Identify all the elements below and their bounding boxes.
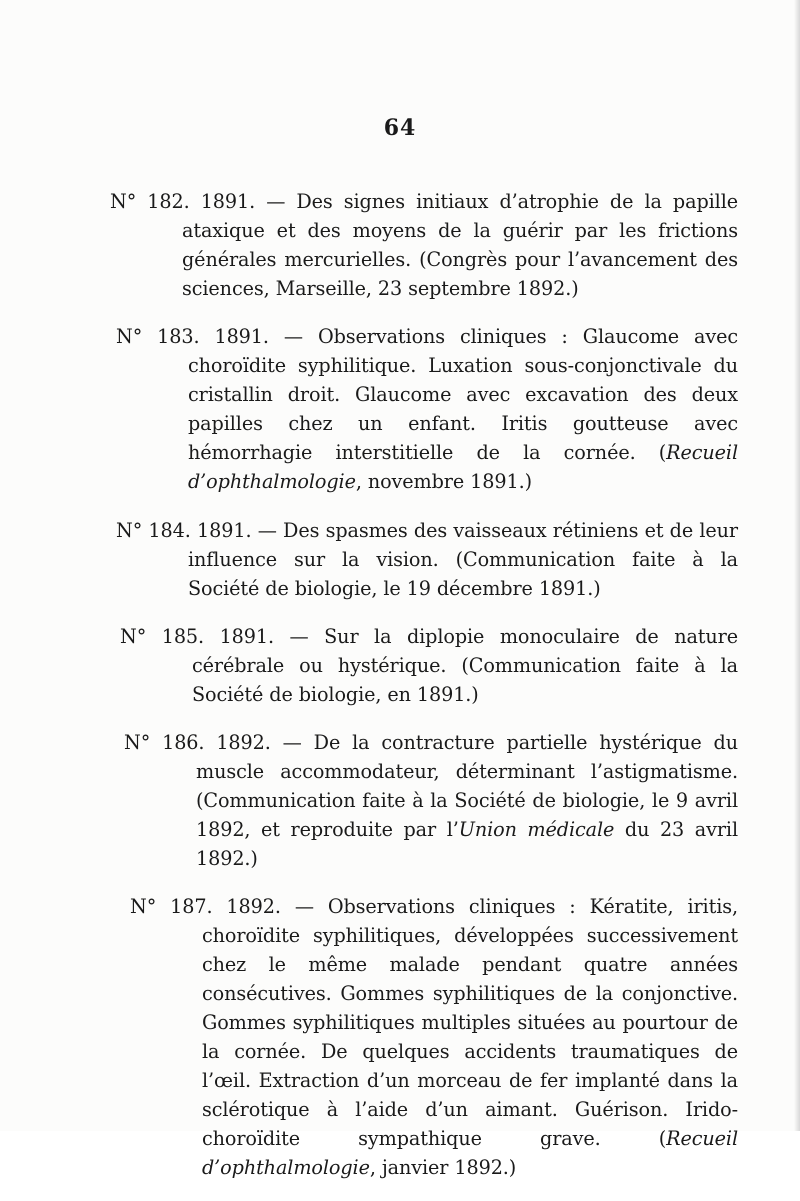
entry-number: N° 186. [124,730,205,754]
entry-year: 1891. [200,190,256,214]
entry-source-title: Union médicale [458,817,615,841]
entry-year: 1892. [216,730,271,754]
entry-number: N° 185. [120,624,205,648]
entry-text: — De la contracture partielle hystérique du muscle accommodateur, déterminant l’astigmatisme. (Communication faite à la Société de biologie, le 9 avril 1892, et reproduite par l’ [196,730,738,841]
entry-year: 1891. [219,624,274,648]
entry-text: — Observations cliniques : Glaucome avec choroïdite syphilitique. Luxation sous-conjonctivale du cristallin droit. Glaucome avec excavation des deux papilles chez un enfant. Iritis goutteuse avec hémorrhagie interstitielle de la cornée. [188,325,739,465]
page-number: 64 [383,115,417,141]
entry-source-title: Recueil d’ophthalmologie [188,441,739,494]
entry-text: — Observations cliniques : Kératite, iritis, choroïdite syphilitiques, développées successivement chez le même malade pendant quatre années consécutives. Gommes syphilitiques de la conjonctive. Gommes syphilitiques multiples situées au pourtour de la cornée. De quelques accidents traumatiques de l’œil. Extraction d’un morceau de fer implanté dans la sclérotique à l’aide d’un aimant. Guérison. Irido-choroïdite sympathique grave. [202,895,738,1151]
entry-text: — Sur la diplopie monoculaire de nature cérébrale ou hystérique. (Communication faite à la Société de biologie, en 1891.) [192,624,739,706]
entry-number: N° 187. [130,895,213,919]
entry-number: N° 182. [110,190,190,214]
entry-year: 1891. [214,325,269,349]
entry-year: 1892. [226,895,281,919]
bibliography-entry-182 [110,187,738,303]
entry-text: — Des spasmes des vaisseaux rétiniens et de leur influence sur la vision. (Communication faite à la Société de biologie, le 19 décembre 1891.) [188,518,738,600]
entry-source-open: ( [658,1127,667,1151]
entry-source-title: Recueil d’ophthalmologie [202,1127,738,1180]
bibliography-entry-187 [130,892,738,1182]
entry-source-rest: du 23 avril 1892.) [196,817,738,870]
bibliography-entry-183 [116,322,738,496]
entry-number: N° 183. [116,325,200,349]
entry-text: — Des signes initiaux d’atrophie de la papille ataxique et des moyens de la guérir par les frictions générales mercurielles. (Congrès pour l’avancement des sciences, Marseille, 23 septembre 1892.) [182,190,738,301]
entry-year: 1891. [197,518,252,542]
entry-source-rest: , janvier 1892.) [369,1156,517,1180]
bibliography-entry-186 [124,728,738,873]
entry-source-rest: , novembre 1891.) [355,470,532,494]
bibliography-entry-184 [116,516,738,603]
bibliography-entry-185 [120,622,738,709]
page-edge-shadow [794,0,800,1131]
bibliography-list [110,168,738,1201]
entry-source-open: ( [658,441,667,465]
entry-number: N° 184. [116,518,191,542]
